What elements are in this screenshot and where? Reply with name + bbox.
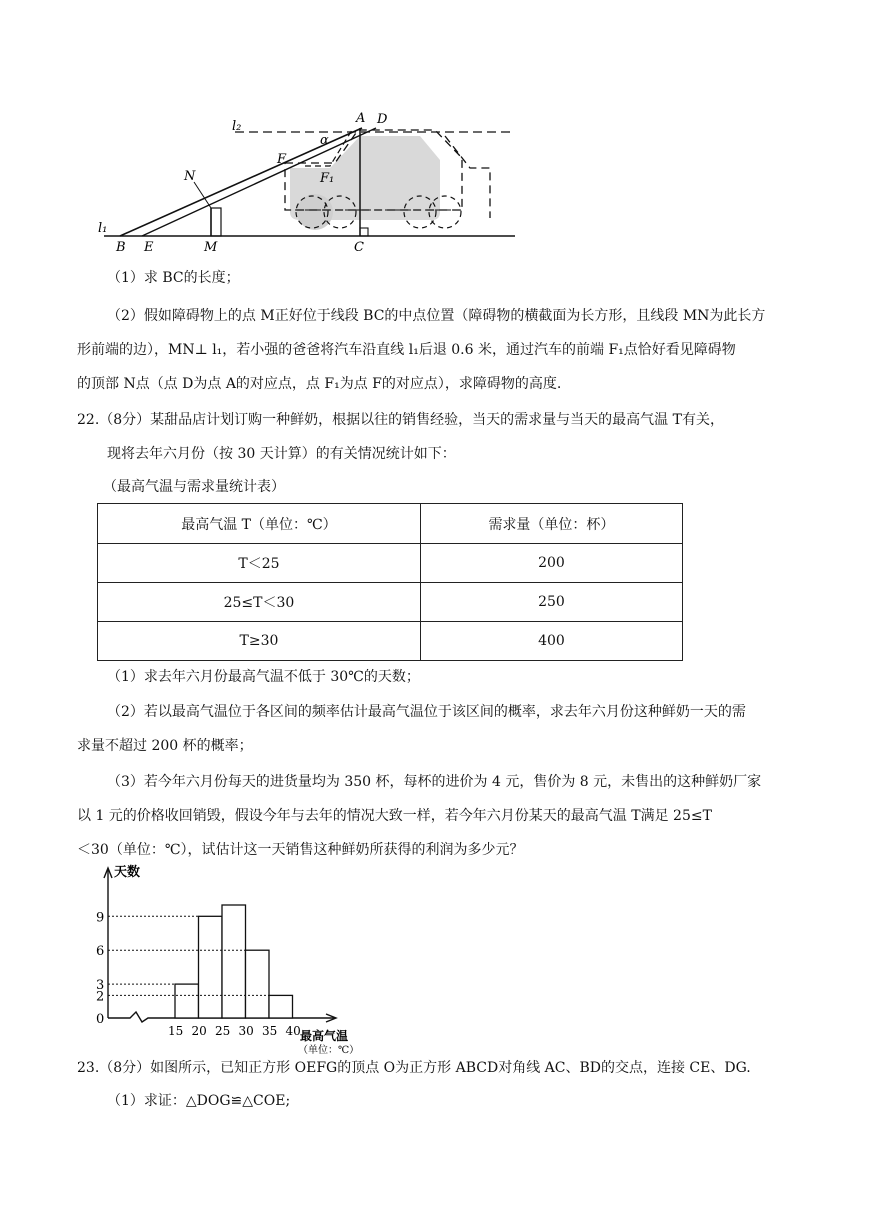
- q22-sub1: （1）求去年六月份最高气温不低于 30℃的天数；: [107, 669, 420, 685]
- histogram-bar: [199, 916, 223, 1018]
- q21-sub1: （1）求 BC的长度；: [107, 270, 240, 286]
- q22-sub3-line3: ＜30（单位：℃），试估计这一天销售这种鲜奶所获得的利润为多少元？: [77, 842, 524, 858]
- x-axis-unit: （单位：℃）: [298, 1045, 360, 1056]
- q21-sub2-line2: 形前端的边），MN⊥ l₁，若小强的爸爸将汽车沿直线 l₁后退 0.6 米，通过汽车的前端 F₁点恰好看见障碍物: [77, 342, 736, 358]
- obstacle-rect: [211, 208, 221, 236]
- q21-sub2-line3: 的顶部 N点（点 D为点 A的对应点，点 F₁为点 F的对应点），求障碍物的高度.: [77, 376, 562, 392]
- q22-sub3-line1: （3）若今年六月份每天的进货量均为 350 杯，每杯的进价为 4 元，售价为 8 元，未售出的这种鲜奶厂家: [107, 774, 762, 790]
- y-tick-label: 3: [96, 978, 105, 994]
- car-outline-right: [445, 136, 490, 218]
- table-cell: 400: [420, 622, 682, 661]
- x-tick-label: 15: [168, 1024, 184, 1038]
- x-tick-label: 35: [262, 1024, 278, 1038]
- label-D: D: [377, 112, 388, 127]
- q22-intro-line1: 22.（8分）某甜品店计划订购一种鲜奶，根据以往的销售经验，当天的需求量与当天的最高气温 T有关，: [77, 412, 724, 428]
- label-l2: l₂: [232, 119, 242, 134]
- temperature-demand-table: [97, 503, 683, 661]
- histogram-bar: [246, 950, 270, 1018]
- table-row: [98, 622, 683, 661]
- q23-intro: 23.（8分）如图所示，已知正方形 OEFG的顶点 O为正方形 ABCD对角线 AC、BD的交点，连接 CE、DG.: [77, 1060, 751, 1076]
- label-alpha: α: [320, 133, 329, 148]
- y-tick-label: 2: [96, 989, 105, 1005]
- histogram-bar: [222, 905, 246, 1018]
- table-cell: T＜25: [98, 544, 421, 583]
- label-E: E: [144, 240, 154, 255]
- y-axis-title: 天数: [114, 865, 141, 880]
- table-header-cell: 需求量（单位：杯）: [420, 504, 682, 544]
- label-N: N: [184, 169, 196, 184]
- temperature-histogram: [90, 858, 390, 1056]
- table-cell: 25≤T＜30: [98, 583, 421, 622]
- y-tick-label: 6: [96, 944, 105, 960]
- label-A: A: [356, 111, 366, 126]
- x-tick-label: 30: [238, 1024, 254, 1038]
- x-tick-label: 20: [191, 1024, 207, 1038]
- table-row: [98, 544, 683, 583]
- q22-sub2-line2: 求量不超过 200 杯的概率；: [77, 738, 253, 754]
- q23-sub1: （1）求证：△DOG≌△COE;: [107, 1093, 291, 1109]
- leader-N: [194, 182, 211, 208]
- q22-sub2-line1: （2）若以最高气温位于各区间的频率估计最高气温位于该区间的概率，求去年六月份这种鲜奶一天的需: [107, 704, 746, 720]
- x-tick-label: 40: [285, 1024, 301, 1038]
- q22-sub3-line2: 以 1 元的价格收回销毁，假设今年与去年的情况大致一样，若今年六月份某天的最高气温 T满足 25≤T: [77, 808, 712, 824]
- table-header-cell: 最高气温 T（单位：℃）: [98, 504, 421, 544]
- label-F: F: [277, 152, 287, 167]
- table-cell: 200: [420, 544, 682, 583]
- q21-sub2-line1: （2）假如障碍物上的点 M正好位于线段 BC的中点位置（障碍物的横截面为长方形，且线段 MN为此长方: [107, 308, 766, 324]
- histogram-bar: [175, 984, 199, 1018]
- y-tick-label: 9: [96, 910, 105, 926]
- table-cell: T≥30: [98, 622, 421, 661]
- table-header-row: [98, 504, 683, 544]
- table-cell: 250: [420, 583, 682, 622]
- q22-intro-line2: 现将去年六月份（按 30 天计算）的有关情况统计如下：: [107, 446, 456, 462]
- table-row: [98, 583, 683, 622]
- label-C: C: [354, 240, 364, 255]
- label-l1: l₁: [98, 221, 108, 236]
- x-axis-title: 最高气温: [300, 1029, 349, 1043]
- x-tick-label: 25: [215, 1024, 231, 1038]
- origin-label: 0: [96, 1012, 105, 1027]
- label-B: B: [116, 240, 126, 255]
- q22-table-caption: （最高气温与需求量统计表）: [103, 479, 285, 495]
- histogram-bar: [269, 995, 293, 1018]
- car-obstacle-figure: [90, 108, 520, 258]
- label-F1: F₁: [320, 171, 335, 186]
- right-angle-C: [360, 228, 368, 236]
- label-M: M: [204, 240, 218, 255]
